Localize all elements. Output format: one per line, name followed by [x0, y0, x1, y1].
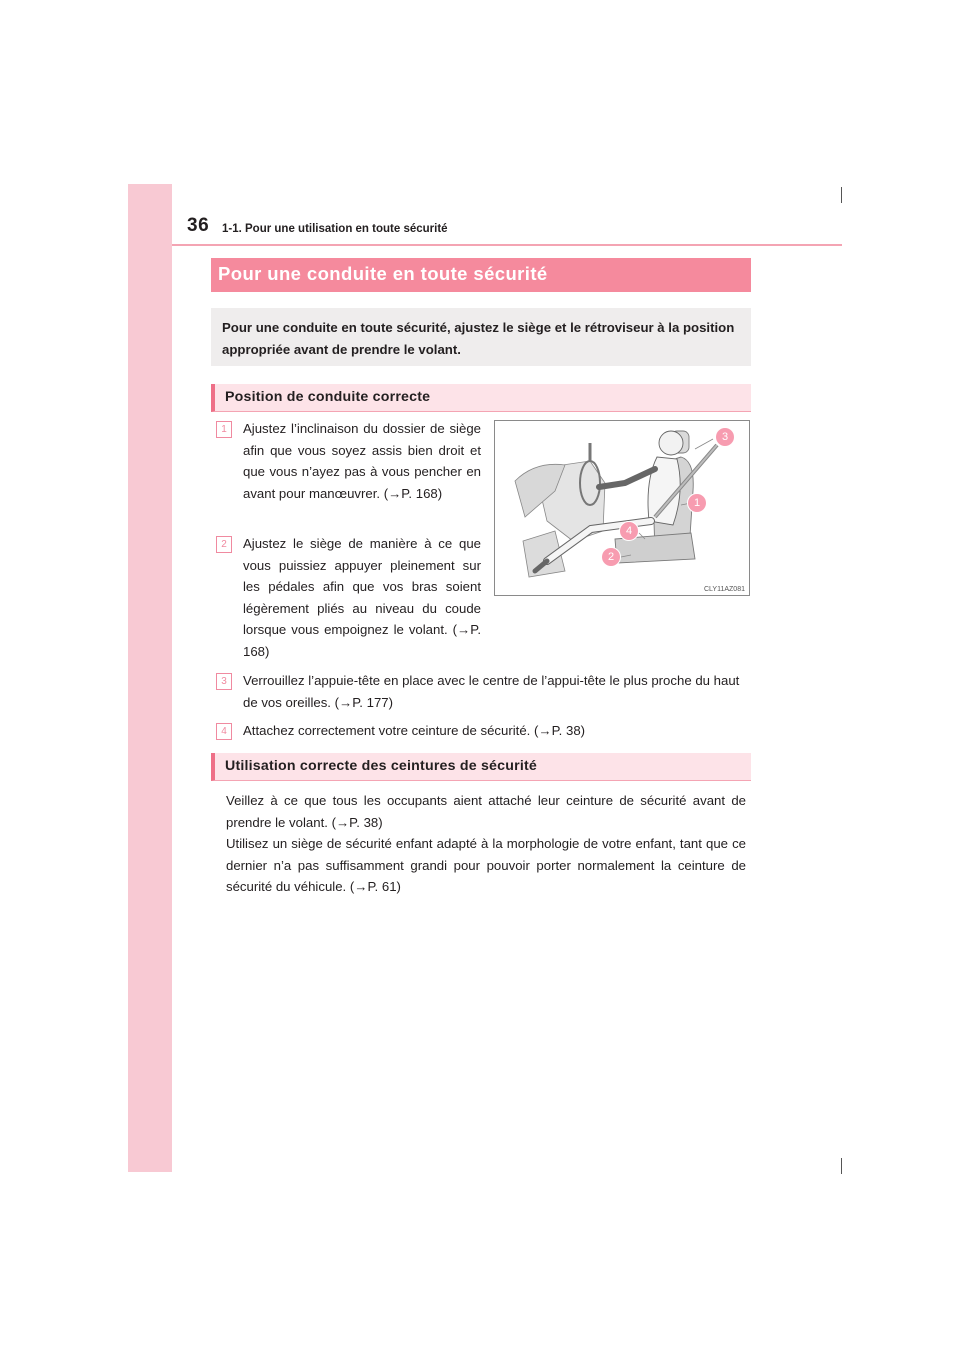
- section-heading-driving-position: Position de conduite correcte: [211, 384, 751, 412]
- item-3-text: Verrouillez l’appuie-tête en place avec le centre de l’appui-tête le plus proche du haut de vos oreilles. (→P. 177): [243, 673, 740, 710]
- figure-callout-3: 3: [715, 427, 735, 447]
- main-title: Pour une conduite en toute sécurité: [211, 258, 751, 292]
- crop-mark-bottom: [841, 1158, 842, 1174]
- seatbelt-paragraph-1: Veillez à ce que tous les occupants aient attaché leur ceinture de sécurité avant de prendre le volant. (→P. 38): [226, 793, 746, 830]
- item-1-text: Ajustez l’inclinaison du dossier de siège afin que vous soyez assis bien droit et que vous n’ayez pas à vous pencher en avant pour manœuvrer. (→P. 168): [243, 421, 481, 501]
- item-number-3: 3: [216, 673, 232, 690]
- item-number-2: 2: [216, 536, 232, 553]
- item-4-text: Attachez correctement votre ceinture de sécurité. (→P. 38): [243, 723, 586, 738]
- header-rule: [172, 244, 842, 246]
- driving-position-figure: [494, 420, 750, 596]
- driver-seat-illustration: [495, 421, 749, 595]
- section-heading-seatbelt-use: Utilisation correcte des ceintures de sécurité: [211, 753, 751, 781]
- figure-code: CLY11AZ081: [704, 586, 745, 593]
- item-number-1: 1: [216, 421, 232, 438]
- figure-callout-4: 4: [619, 521, 639, 541]
- crop-mark-top: [841, 187, 842, 203]
- running-title: 1-1. Pour une utilisation en toute sécurité: [222, 223, 448, 235]
- figure-callout-2: 2: [601, 547, 621, 567]
- seatbelt-paragraph-2: Utilisez un siège de sécurité enfant adapté à la morphologie de votre enfant, tant que ce dernier n’a pas suffisamment grandi pour pouvoir porter normalement la ceinture de sécurité du véhicule. (→P. 61): [226, 836, 746, 894]
- chapter-side-band: [128, 184, 172, 1172]
- intro-box: Pour une conduite en toute sécurité, ajustez le siège et le rétroviseur à la position appropriée avant de prendre le volant.: [211, 308, 751, 366]
- item-number-4: 4: [216, 723, 232, 740]
- seatbelt-body: [226, 790, 746, 898]
- figure-callout-1: 1: [687, 493, 707, 513]
- item-2-text: Ajustez le siège de manière à ce que vous puissiez appuyer pleinement sur les pédales afin que vos bras soient légèrement pliés au niveau du coude lorsque vous empoignez le volant. (→P. 168): [243, 536, 481, 659]
- page-number: 36: [187, 215, 210, 236]
